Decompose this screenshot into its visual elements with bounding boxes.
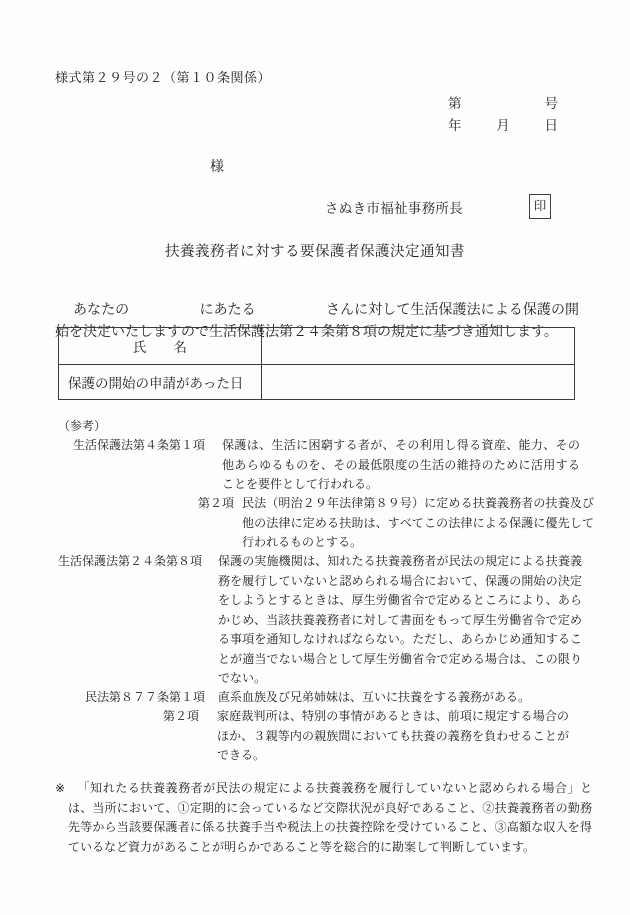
page-title: 扶養義務者に対する要保護者保護決定通知書 (165, 244, 465, 260)
issue-number-prefix: 第 (448, 96, 462, 111)
sender-title: さぬき市福祉事務所長 (325, 201, 463, 216)
reference-item-text: 直系血族及び兄弟姉妹は、互いに扶養をする義務がある。 (218, 690, 531, 704)
reference-item-text: 家庭裁判所は、特別の事情があるときは、前項に規定する場合のほか、３親等内の親族間においても扶養の義務を負わせることができる。 (217, 709, 569, 762)
footnote (55, 779, 592, 857)
reference-item-minpo-art877-par2 (163, 707, 569, 766)
notification-body: あなたの にあたる さんに対して生活保護法による保護の開始を決定いたしますので生活保護法第２４条第８項の規定に基づき通知します。 (55, 303, 579, 340)
date-day-label: 日 (544, 118, 558, 133)
table-row-application-date (59, 365, 575, 400)
footnote-text: 「知れたる扶養義務者が民法の規定による扶養義務を履行していないと認められる場合」とは、当所において、①定期的に会っているなど交際状況が良好であること、②扶養義務者の勤務先等から当該要保護者に係る扶養手当や税法上の扶養控除を受けていること、③高額な収入を得ているなど資力があることが明らかであること等を総合的に勘案して判断しています。 (68, 781, 592, 854)
reference-item-label: 民法第８７７条第１項 (85, 690, 206, 704)
reference-item-seiho-art4-par2 (198, 494, 594, 553)
reference-item-text: 保護は、生活に困窮する者が、その利用し得る資産、能力、その他あらゆるものを、その最低限度の生活の維持のために活用することを要件として行われる。 (222, 438, 580, 491)
issue-number-line (448, 92, 558, 112)
issue-date-line (448, 114, 558, 134)
reference-item-text: 保護の実施機関は、知れたる扶養義務者が民法の規定による扶養義務を履行していないと認められる場合において、保護の開始の決定をしようとするときは、厚生労働省令で定めるところにより、あらかじめ、当該扶養義務者に対して書面をもって厚生労働省令で定める事項を通知しなければならない。ただし、あらかじめ通知することが適当でない場合として厚生労働省令で定める場合は、この限りでない。 (218, 554, 582, 685)
reference-item-label: 第２項 (198, 496, 235, 510)
reference-heading: （参考） (58, 419, 107, 433)
issue-number-suffix: 号 (544, 96, 558, 111)
fill-in-table (58, 327, 575, 400)
footnote-marker: ※ (55, 781, 66, 795)
form-number: 様式第２９号の２（第１０条関係） (55, 70, 272, 85)
name-label-cell: 氏 名 (59, 328, 262, 365)
date-month-label: 月 (496, 118, 510, 133)
reference-item-label: 第２項 (163, 709, 200, 723)
reference-item-label: 生活保護法第２４条第８項 (58, 554, 203, 568)
reference-item-minpo-art877-par1 (85, 688, 548, 708)
table-row-name (59, 328, 575, 365)
addressee-honorific: 様 (210, 160, 224, 175)
seal-stamp-box: 印 (529, 194, 551, 219)
application-date-label-cell: 保護の開始の申請があった日 (59, 365, 262, 400)
reference-item-seiho-art24-par8 (58, 552, 582, 689)
application-date-value-cell (261, 365, 574, 400)
reference-item-seiho-art4-par1 (73, 436, 580, 495)
reference-item-label: 生活保護法第４条第１項 (73, 438, 206, 452)
name-value-cell (261, 328, 574, 365)
date-year-label: 年 (448, 118, 462, 133)
reference-item-text: 民法（明治２９年法律第８９号）に定める扶養義務者の扶養及び他の法律に定める扶助は、すべてこの法律による保護に優先して行われるものとする。 (242, 496, 594, 549)
